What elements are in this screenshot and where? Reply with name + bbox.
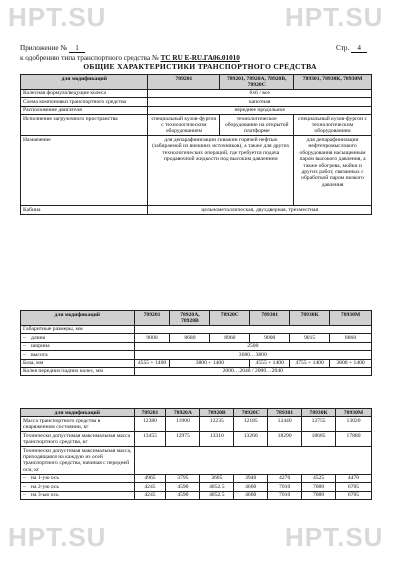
row-value: 3680…3800 <box>134 351 371 359</box>
row-value: 12755 <box>302 417 336 432</box>
row-value: специальный кузов-фургон с технологическим оборудованием <box>148 115 220 136</box>
table-header-cell: 789301 <box>268 409 302 417</box>
row-value: для депарафинизации скважин горячей нефтью (забираемой из внешних источников), а также для других технологических операций, где требуется подача продавочной жидкости под высоким давлением <box>148 136 294 206</box>
table-row <box>21 334 372 342</box>
table-header-cell: 789301, 78930К, 78930М <box>294 75 372 90</box>
row-value: 3605 <box>200 474 234 482</box>
table-header-cell: для модификаций <box>21 75 148 90</box>
row-value: 4555 + 1400 <box>250 359 290 367</box>
row-label: – на 3-ью ось <box>21 491 135 499</box>
table-header-cell: 78930К <box>302 409 336 417</box>
row-value: для депарафинизации нефтепромыслового оборудования насыщенным паром высокого давления, а также обогрева, мойки и других работ, связанных с обработкой паром низкого давления <box>294 136 372 206</box>
table-row <box>21 432 372 447</box>
row-value: 12440 <box>268 417 302 432</box>
row-value: 12235 <box>200 417 234 432</box>
row-value: 18290 <box>268 432 302 447</box>
dimensions-table <box>20 310 372 376</box>
row-value: 4245 <box>134 491 166 499</box>
length-label: длина <box>31 334 46 341</box>
row-value: 7080 <box>302 483 336 491</box>
watermark: HPT.SU <box>8 2 107 32</box>
table-header-cell: для модификаций <box>21 409 135 417</box>
row-value: 6705 <box>336 491 372 499</box>
page-number-line <box>336 44 367 53</box>
watermark: HPT.SU <box>285 2 384 32</box>
row-value: 4525 <box>302 474 336 482</box>
appendix-label: Приложение № <box>20 44 68 52</box>
row-value: 8680 <box>170 334 210 342</box>
row-label: Технически допустимая максимальная масса, приходящаяся на каждую из осей транспортного средства, начиная с передней оси, кг <box>21 447 135 475</box>
row-value: 3795 <box>166 474 200 482</box>
page-title: ОБЩИЕ ХАРАКТЕРИСТИКИ ТРАНСПОРТНОГО СРЕДСТВА <box>83 62 317 71</box>
row-label: Масса транспортного средства в снаряженном состоянии, кг <box>21 417 135 432</box>
row-value: 4852.5 <box>200 491 234 499</box>
axle2-label: на 2-ую ось <box>31 483 59 490</box>
row-value: 4270 <box>268 474 302 482</box>
appendix-line <box>20 44 85 53</box>
row-label: – высота <box>21 351 135 359</box>
mass-table <box>20 408 372 500</box>
row-value: 4245 <box>134 483 166 491</box>
row-value: 3800 + 1400 <box>330 359 372 367</box>
row-value: 4965 <box>134 474 166 482</box>
row-label: Расположение двигателя <box>21 106 148 114</box>
row-value: 4852.5 <box>200 483 234 491</box>
table-row <box>21 106 372 114</box>
row-value: 8960 <box>210 334 250 342</box>
row-label: Технически допустимая максимальная масса транспортного средства, кг <box>21 432 135 447</box>
row-value: 6х6 / все <box>148 89 372 97</box>
row-label: Кабина <box>21 206 148 214</box>
row-value: 13260 <box>234 432 268 447</box>
table-header-cell: 78920С <box>234 409 268 417</box>
row-value: 4660 <box>234 483 268 491</box>
row-value: технологическое оборудование на открытой платформе <box>220 115 294 136</box>
row-label: – на 1-ую ось <box>21 474 135 482</box>
row-value: 13310 <box>200 432 234 447</box>
row-value: 18685 <box>302 432 336 447</box>
table-header-cell: 78930М <box>336 409 372 417</box>
table-header-cell: 789201 <box>134 409 166 417</box>
row-value: 12380 <box>134 417 166 432</box>
row-value: 7080 <box>302 491 336 499</box>
axle1-label: на 1-ую ось <box>31 475 59 482</box>
table-row <box>21 359 372 367</box>
table-row <box>21 115 372 136</box>
row-label: – длина <box>21 334 135 342</box>
table-row <box>21 342 372 350</box>
table-row <box>21 474 372 482</box>
row-value: 2000…2040 / 2000…2040 <box>134 367 371 375</box>
row-value: 4590 <box>166 483 200 491</box>
table-row <box>21 483 372 491</box>
table-header-cell: 78920А <box>166 409 200 417</box>
row-label: Колесная формула/ведущие колеса <box>21 89 148 97</box>
table-row <box>21 89 372 97</box>
table-header-cell: 789301 <box>250 311 290 326</box>
table-header-cell: 789201, 78920А, 78920В, 78920С <box>220 75 294 90</box>
row-label: База, мм <box>21 359 135 367</box>
table-header-cell: 789201 <box>148 75 220 90</box>
table-row <box>21 491 372 499</box>
row-value: 8860 <box>330 334 372 342</box>
row-value: 4555 + 1400 <box>134 359 170 367</box>
row-value: 2500 <box>134 342 371 350</box>
table-header-cell: 78930К <box>290 311 330 326</box>
row-value: 13020 <box>336 417 372 432</box>
table-row <box>21 417 372 432</box>
row-value: 7010 <box>268 483 302 491</box>
table-row <box>21 367 372 375</box>
table-header-cell: 78920С <box>210 311 250 326</box>
page-label: Стр. <box>336 44 350 52</box>
table-row <box>21 447 372 475</box>
watermark: HPT.SU <box>8 522 107 552</box>
row-value: 12975 <box>166 432 200 447</box>
watermark: HPT.SU <box>285 522 384 552</box>
row-value: 7010 <box>268 491 302 499</box>
row-value: 9000 <box>250 334 290 342</box>
row-value: 4590 <box>166 491 200 499</box>
row-label: Схема компоновки транспортного средства <box>21 98 148 106</box>
row-label: – ширина <box>21 342 135 350</box>
table-row <box>21 206 372 214</box>
table-header-cell: 78920А, 78920В <box>170 311 210 326</box>
table-header-row <box>21 75 372 90</box>
row-value <box>134 325 371 333</box>
table-header-row <box>21 409 372 417</box>
row-value: 11900 <box>166 417 200 432</box>
width-label: ширина <box>31 343 50 350</box>
table-row <box>21 136 372 206</box>
approval-number: TC RU E-RU.ГА06.01010 <box>160 54 240 62</box>
table-header-row <box>21 311 372 326</box>
appendix-number: 1 <box>69 44 85 53</box>
row-value: 3800 + 1400 <box>170 359 250 367</box>
row-value <box>134 447 372 475</box>
row-value: капотная <box>148 98 372 106</box>
row-value: 3940 <box>234 474 268 482</box>
approval-text: к одобрению типа транспортного средства № <box>20 54 159 62</box>
row-label: Назначение <box>21 136 148 206</box>
table-header-cell: 789201 <box>134 311 170 326</box>
axle3-label: на 3-ью ось <box>31 492 59 499</box>
row-value: 9000 <box>134 334 170 342</box>
row-value: 9015 <box>290 334 330 342</box>
row-label: Исполнение загрузочного пространства <box>21 115 148 136</box>
approval-line <box>20 54 240 62</box>
page-number: 4 <box>351 44 367 53</box>
table-row <box>21 98 372 106</box>
row-value: 4755 + 1400 <box>290 359 330 367</box>
row-value: 4660 <box>234 491 268 499</box>
general-characteristics-table <box>20 74 372 215</box>
table-header-cell: 78930М <box>330 311 372 326</box>
table-row <box>21 351 372 359</box>
row-value: 13455 <box>134 432 166 447</box>
row-label: – на 2-ую ось <box>21 483 135 491</box>
row-value: цельнометаллическая, двухдверная, трехместная <box>148 206 372 214</box>
row-label: Колея передних/задних колес, мм <box>21 367 135 375</box>
row-value: переднее продольное <box>148 106 372 114</box>
row-value: 6705 <box>336 483 372 491</box>
table-row <box>21 325 372 333</box>
row-value: 12185 <box>234 417 268 432</box>
row-label: Габаритные размеры, мм <box>21 325 135 333</box>
row-value: специальный кузов-фургон с технологическим оборудованием <box>294 115 372 136</box>
row-value: 4470 <box>336 474 372 482</box>
table-header-cell: 78920В <box>200 409 234 417</box>
row-value: 17880 <box>336 432 372 447</box>
height-label: высота <box>31 351 48 358</box>
table-header-cell: для модификаций <box>21 311 135 326</box>
